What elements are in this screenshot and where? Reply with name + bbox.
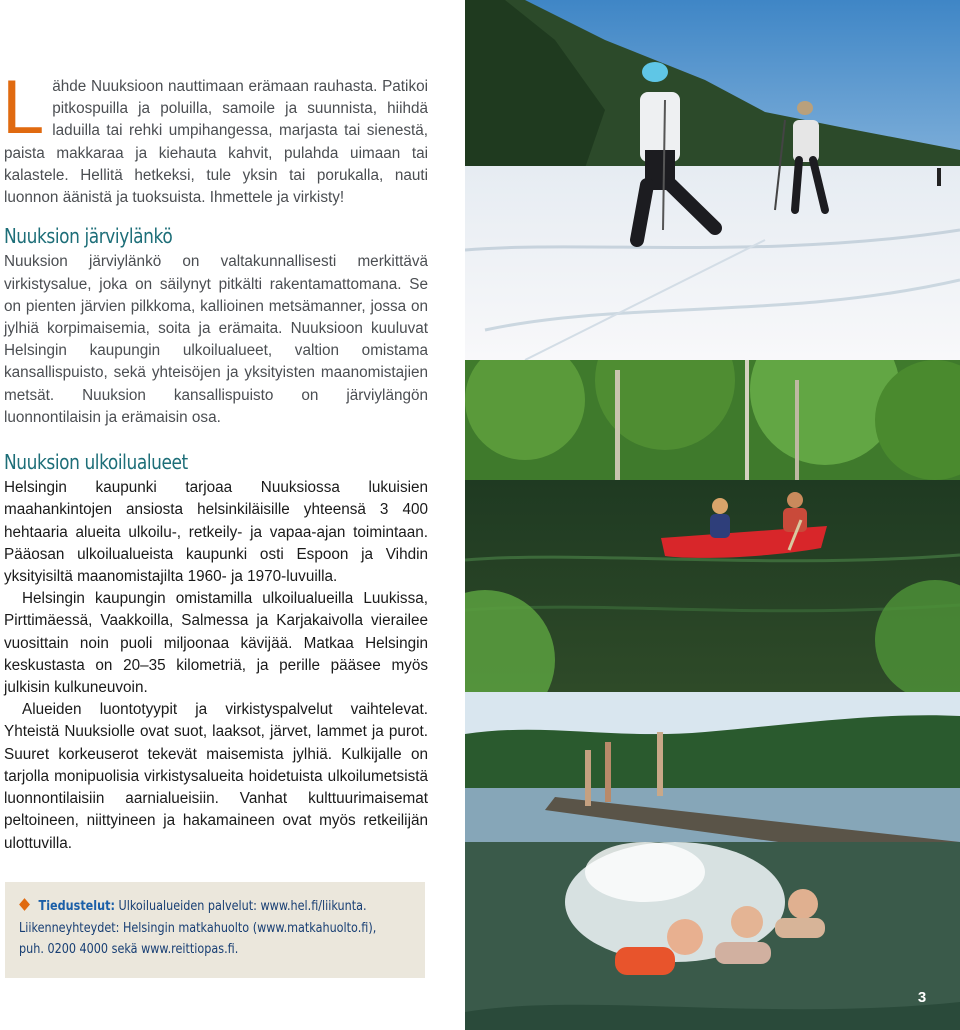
swimming-illustration [465,692,960,1030]
info-line-2: Liikenneyhteydet: Helsingin matkahuolto (www.matkahuolto.fi), [19,920,377,936]
text-column [2,65,428,855]
info-line-3: puh. 0200 4000 sekä www.reittiopas.fi. [19,942,239,957]
info-label: Tiedustelut: [38,899,115,914]
info-line-1: Ulkoilualueiden palvelut: www.hel.fi/liikunta. [118,899,367,914]
section-paragraph: Helsingin kaupungin omistamilla ulkoilualueilla Luukissa, Pirttimäessä, Vaakkoilla, Salmessa ja Karjakaivolla vierailee vuosittain noin puoli miljoonaa kävijää. Matkaa Helsingin keskustasta on 20–35 kilometriä, ja perille pääsee myös julkisin kulkuneuvoin. [4,590,428,697]
section-paragraph: Alueiden luontotyypit ja virkistyspalvelut vaihtelevat. Yhteistä Nuuksiolle ovat suot, laaksot, järvet, lammet ja purot. Suuret korkeuserot tekevät maisemista jylhiä. Kulkijalle on tarjolla monipuolisia virkistysalueita hoidetuista ulkoilumetsistä luonnontilaisiin aarnialueisiin. Vanhat kulttuurimaisemat peltoineen, niittyineen ja hakamaineen ovat myös retkeilijän ulottuvilla. [4,701,428,852]
info-row [19,896,367,918]
drop-cap: L [2,65,45,150]
section-ulkoilualueet [4,451,428,855]
photo-canoe [465,360,960,692]
section-paragraph: Helsingin kaupunki tarjoaa Nuuksiossa lukuisien maahankintojen ansiosta helsinkiläisille yhteensä 3 400 hehtaaria alueita ulkoilu-, retkeily- ja vapaa-ajan toimintaan. Pääosan ulkoilualueista kaupunki osti Espoon ja Vihdin yksityisiltä maanomistajilta 1960- ja 1970-luvuilla. [4,479,428,586]
page-number: 3 [917,989,927,1006]
info-row [19,918,377,940]
intro-paragraph [2,65,428,209]
section-jarviylanko [4,225,428,429]
info-box [5,882,425,978]
section-heading-jarviylanko: Nuuksion järviylänkö [4,224,173,249]
skiing-illustration [465,0,960,360]
photo-skiing [465,0,960,360]
section-paragraph: Nuuksion järviylänkö on valtakunnallisesti merkittävä virkistysalue, joka on säilynyt pitkälti rakentamattomana. Se on pienten järvien pilkkoma, kallioinen metsämanner, jossa on jylhiä korpimaisemia, soita ja erämaita. Nuuksioon kuuluvat Helsingin kaupungin ulkoilualueet, valtion omistama kansallispuisto, sekä yhteisöjen ja yksityisten maanomistajien metsät. Nuuksion kansallispuisto on järviylängön luonnontilaisin ja erämaisin osa. [4,253,428,426]
diamond-bullet-icon [19,898,30,911]
photo-swimming [465,692,960,1030]
intro-text: ähde Nuuksioon nauttimaan erämaan rauhasta. Patikoi pitkospuilla ja poluilla, samoile ja suunnista, hiihdä laduilla tai rehki umpihangessa, marjasta tai sienestä, paista makkaraa ja kiehauta kahvit, pulahda uimaan tai kalastele. Hellitä hetkeksi, tule yksin tai porukalla, nauti luonnon äänistä ja tuoksuista. Ihmettele ja virkisty! [4,78,428,207]
info-row [19,939,357,961]
canoe-illustration [465,360,960,692]
section-heading-ulkoilualueet: Nuuksion ulkoilualueet [4,450,188,475]
